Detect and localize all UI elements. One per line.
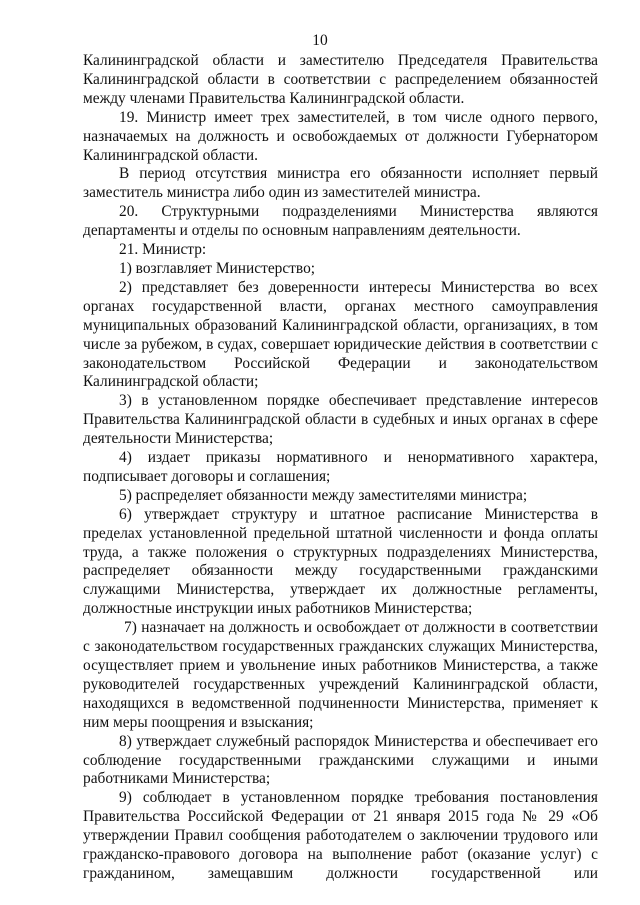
paragraph-item-20: 20. Структурными подразделениями Министерства являются департаменты и отделы по основным направлениям деятельности. [83,203,598,240]
list-item-7: 7) назначает на должность и освобождает от должности в соответствии с законодательством государственных гражданских служащих Министерства, осуществляет прием и увольнение иных работников Министерства, а также руководителей государственных учреждений Калининградской области, находящихся в ведомственной подчиненности Министерства, применяет к ним меры поощрения и взыскания; [83,619,598,731]
list-item-9: 9) соблюдает в установленном порядке требования постановления Правительства Российской Федерации от 21 января 2015 года № 29 «Об утверждении Правил сообщения работодателем о заключении трудового или гражданско-правового договора на выполнение работ (оказание услуг) с гражданином, замещавшим должности государственной или [83,789,598,882]
list-item-6: 6) утверждает структуру и штатное расписание Министерства в пределах установленной предельной штатной численности и фонда оплаты труда, а также положения о структурных подразделениях Министерства, распределяет обязанности между государственными гражданскими служащими Министерства, утверждает их должностные регламенты, должностные инструкции иных работников Министерства; [83,505,598,618]
list-item-2: 2) представляет без доверенности интересы Министерства во всех органах государственной власти, органах местного самоуправления муниципальных образований Калининградской области, организациях, в том числе за рубежом, в судах, совершает юридические действия в соответствии с законодательством Российской Федерации и законодательством Калининградской области; [83,278,598,391]
list-item-3: 3) в установленном порядке обеспечивает представление интересов Правительства Калининградской области в судебных и иных органах в сфере деятельности Министерства; [83,392,598,448]
list-item-4: 4) издает приказы нормативного и ненормативного характера, подписывает договоры и соглашения; [83,449,598,485]
list-item-1: 1) возглавляет Министерство; [119,259,316,277]
paragraph-absence-clause: В период отсутствия министра его обязанности исполняет первый заместитель министра либо один из заместителей министра. [83,165,598,202]
list-item-5: 5) распределяет обязанности между заместителями министра; [119,486,528,504]
document-body [83,52,598,884]
paragraph-item-21: 21. Министр: [119,241,207,259]
paragraph-item-19: 19. Министр имеет трех заместителей, в том числе одного первого, назначаемых на должность и освобождаемых от должности Губернатором Калининградской области. [83,108,598,164]
paragraph-continuation: Калининградской области и заместителю Председателя Правительства Калининградской области в соответствии с распределением обязанностей между членами Правительства Калининградской области. [83,52,598,107]
list-item-8: 8) утверждает служебный распорядок Министерства и обеспечивает его соблюдение государственными гражданскими служащими и иными работниками Министерства; [83,732,598,788]
page-number: 10 [312,32,328,49]
